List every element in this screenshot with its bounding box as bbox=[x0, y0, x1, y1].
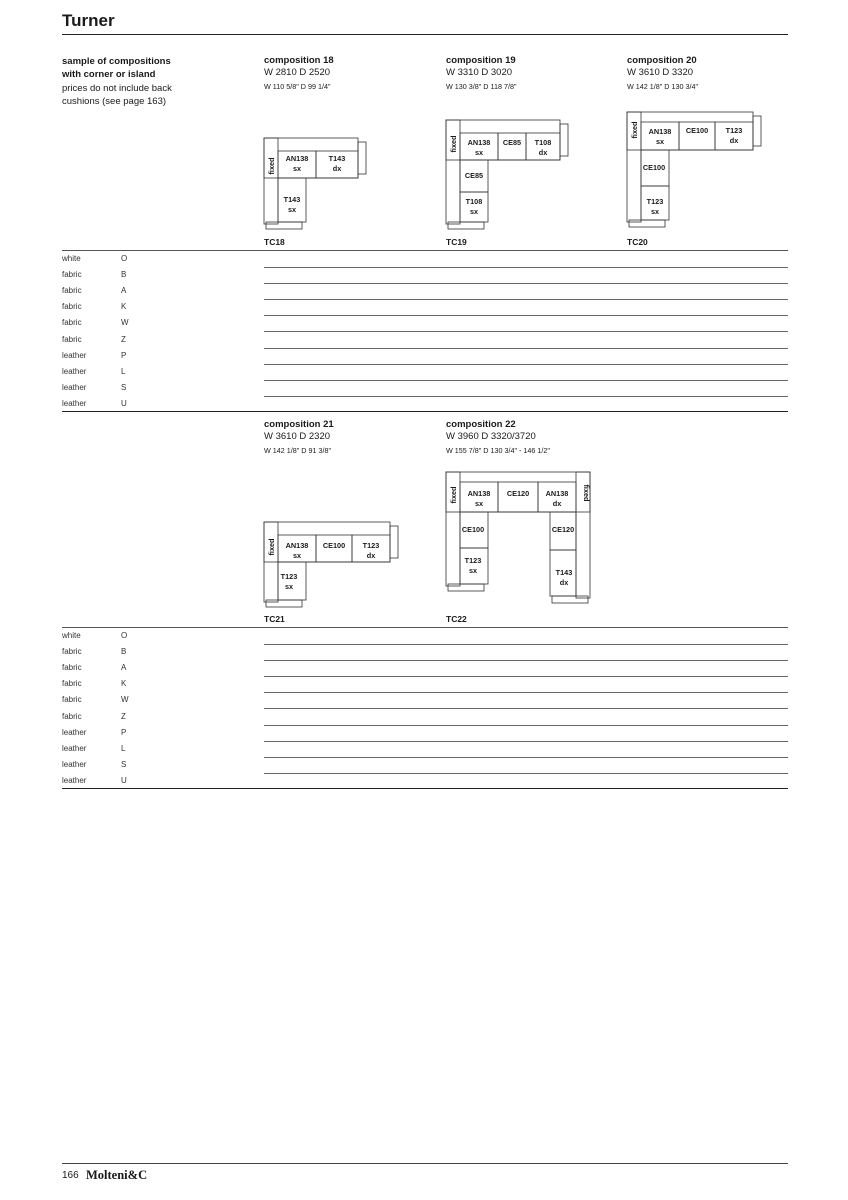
module-label: fixed bbox=[630, 121, 639, 139]
module-label: dx bbox=[332, 164, 342, 173]
module-label: CE100 bbox=[461, 525, 485, 534]
module-label: sx bbox=[292, 164, 302, 173]
composition-20-diagram bbox=[625, 110, 765, 232]
price-row-code: U bbox=[121, 398, 127, 408]
composition-18-header bbox=[264, 55, 434, 93]
section-divider bbox=[62, 627, 788, 628]
composition-20-header bbox=[627, 55, 797, 93]
module-label: CE100 bbox=[322, 541, 346, 550]
armrest-outline bbox=[560, 124, 568, 156]
price-row-material: fabric bbox=[62, 663, 82, 673]
price-line bbox=[264, 396, 788, 397]
composition-dimensions-imperial: W 110 5/8" D 99 1/4" bbox=[264, 81, 331, 91]
price-row-material: fabric bbox=[62, 286, 82, 296]
composition-dimensions-metric: W 3610 D 3320 bbox=[627, 67, 694, 79]
composition-21-header bbox=[264, 419, 434, 457]
module-label: sx bbox=[292, 551, 302, 560]
module-label: AN138 bbox=[285, 541, 309, 550]
page-title: Turner bbox=[62, 11, 115, 30]
module-label: fixed bbox=[267, 157, 276, 175]
price-row-material: fabric bbox=[62, 270, 82, 280]
price-row-material: leather bbox=[62, 775, 87, 785]
composition-code: TC22 bbox=[446, 614, 467, 624]
price-row-material: leather bbox=[62, 366, 87, 376]
module-label: T143 bbox=[283, 195, 301, 204]
front-armrest-outline bbox=[629, 220, 665, 227]
composition-dimensions-imperial: W 130 3/8" D 118 7/8" bbox=[446, 81, 517, 91]
module-label: dx bbox=[538, 148, 548, 157]
side-back-outline bbox=[264, 138, 278, 224]
armrest-outline bbox=[753, 116, 761, 146]
composition-name: composition 22 bbox=[446, 419, 516, 430]
price-row-code: W bbox=[121, 695, 129, 705]
brand-logo: Molteni&C bbox=[86, 1168, 148, 1182]
module-label: AN138 bbox=[467, 489, 491, 498]
price-row-code: O bbox=[121, 631, 128, 640]
price-row-material: leather bbox=[62, 743, 87, 753]
price-line bbox=[264, 331, 788, 332]
composition-dimensions-metric: W 3610 D 2320 bbox=[264, 431, 331, 443]
module-label: fixed bbox=[449, 135, 458, 153]
price-line bbox=[264, 267, 788, 268]
module-label: sx bbox=[650, 207, 660, 216]
section-divider bbox=[62, 250, 788, 251]
price-line bbox=[264, 741, 788, 742]
module-label: AN138 bbox=[648, 127, 672, 136]
module-label: sx bbox=[474, 148, 484, 157]
price-row-material: leather bbox=[62, 727, 87, 737]
module-label: T123 bbox=[646, 197, 664, 206]
intro-note-line-2: cushions (see page 163) bbox=[62, 95, 167, 107]
price-row-code: B bbox=[121, 270, 127, 280]
module-label: CE85 bbox=[464, 171, 484, 180]
price-row-code: Z bbox=[121, 334, 126, 344]
price-line bbox=[264, 692, 788, 693]
front-armrest-outline bbox=[448, 584, 484, 591]
price-row-code: O bbox=[121, 254, 128, 263]
composition-code: TC20 bbox=[627, 237, 648, 247]
price-line bbox=[264, 773, 788, 774]
price-row-material: fabric bbox=[62, 695, 82, 705]
module-label: T123 bbox=[280, 572, 298, 581]
module-label: dx bbox=[559, 578, 569, 587]
module-label: fixed bbox=[267, 538, 276, 556]
module-label: CE100 bbox=[642, 163, 666, 172]
module-label: sx bbox=[474, 499, 484, 508]
price-line bbox=[264, 644, 788, 645]
price-row-code: L bbox=[121, 366, 126, 376]
composition-name: composition 19 bbox=[446, 55, 516, 66]
module-label: sx bbox=[468, 566, 478, 575]
price-row-code: A bbox=[121, 663, 127, 673]
module-label: fixed bbox=[449, 486, 458, 504]
price-row-code: K bbox=[121, 302, 127, 312]
price-row-code: U bbox=[121, 775, 127, 785]
front-armrest-outline bbox=[266, 600, 302, 607]
module-label: sx bbox=[284, 582, 294, 591]
section-divider bbox=[62, 788, 788, 789]
module-label: fixed bbox=[582, 484, 591, 502]
module-outline bbox=[278, 562, 306, 600]
price-line bbox=[264, 708, 788, 709]
price-line bbox=[264, 380, 788, 381]
price-row-material: leather bbox=[62, 350, 87, 360]
composition-22-diagram bbox=[444, 470, 594, 610]
front-armrest-outline bbox=[266, 222, 302, 229]
module-label: T123 bbox=[362, 541, 380, 550]
price-row-material: white bbox=[62, 631, 81, 640]
price-line bbox=[264, 757, 788, 758]
module-label: AN138 bbox=[467, 138, 491, 147]
composition-name: composition 18 bbox=[264, 55, 334, 66]
composition-22-header bbox=[446, 419, 646, 457]
composition-19-header bbox=[446, 55, 616, 93]
price-line bbox=[264, 315, 788, 316]
price-row-code: A bbox=[121, 286, 127, 296]
intro-heading-line-2: with corner or island bbox=[62, 69, 156, 81]
module-label: T123 bbox=[464, 556, 482, 565]
price-row-material: fabric bbox=[62, 711, 82, 721]
price-line bbox=[264, 725, 788, 726]
price-row-code: B bbox=[121, 647, 127, 657]
front-armrest-outline bbox=[448, 222, 484, 229]
module-label: T108 bbox=[465, 197, 483, 206]
composition-dimensions-imperial: W 142 1/8" D 91 3/8" bbox=[264, 445, 332, 455]
price-row-code: Z bbox=[121, 711, 126, 721]
price-row-material: leather bbox=[62, 398, 87, 408]
module-label: dx bbox=[729, 136, 739, 145]
price-line bbox=[264, 283, 788, 284]
price-row-material: fabric bbox=[62, 302, 82, 312]
price-row-code: P bbox=[121, 350, 127, 360]
front-armrest-outline bbox=[552, 596, 588, 603]
price-row-code: P bbox=[121, 727, 127, 737]
module-label: dx bbox=[552, 499, 562, 508]
composition-dimensions-imperial: W 142 1/8" D 130 3/4" bbox=[627, 81, 699, 91]
page-number: 166 bbox=[62, 1170, 79, 1181]
module-label: CE100 bbox=[685, 126, 709, 135]
price-row-material: fabric bbox=[62, 679, 82, 689]
composition-dimensions-metric: W 3310 D 3020 bbox=[446, 67, 513, 79]
price-row-code: S bbox=[121, 759, 127, 769]
price-row-code: K bbox=[121, 679, 127, 689]
composition-code: TC18 bbox=[264, 237, 285, 247]
section-divider bbox=[62, 411, 788, 412]
module-label: T108 bbox=[534, 138, 552, 147]
price-line bbox=[264, 676, 788, 677]
price-row-material: fabric bbox=[62, 647, 82, 657]
price-row-code: S bbox=[121, 382, 127, 392]
composition-19-diagram bbox=[444, 118, 572, 232]
composition-dimensions-metric: W 3960 D 3320/3720 bbox=[446, 431, 536, 443]
module-label: CE120 bbox=[551, 525, 575, 534]
module-label: sx bbox=[469, 207, 479, 216]
price-row-material: leather bbox=[62, 382, 87, 392]
composition-18-diagram bbox=[262, 136, 374, 232]
price-line bbox=[264, 660, 788, 661]
composition-dimensions-metric: W 2810 D 2520 bbox=[264, 67, 331, 79]
price-line bbox=[264, 364, 788, 365]
armrest-outline bbox=[358, 142, 366, 174]
module-label: T143 bbox=[555, 568, 573, 577]
composition-code: TC19 bbox=[446, 237, 467, 247]
title-divider bbox=[62, 34, 788, 35]
module-label: T143 bbox=[328, 154, 346, 163]
composition-21-diagram bbox=[262, 520, 404, 610]
module-label: CE120 bbox=[506, 489, 530, 498]
price-row-material: leather bbox=[62, 759, 87, 769]
module-label: dx bbox=[366, 551, 376, 560]
price-line bbox=[264, 348, 788, 349]
composition-code: TC21 bbox=[264, 614, 285, 624]
price-row-code: W bbox=[121, 318, 129, 328]
footer-divider bbox=[62, 1163, 788, 1164]
price-row-code: L bbox=[121, 743, 126, 753]
module-label: CE85 bbox=[502, 138, 522, 147]
price-line bbox=[264, 299, 788, 300]
price-row-material: fabric bbox=[62, 334, 82, 344]
module-label: sx bbox=[655, 137, 665, 146]
module-label: sx bbox=[287, 205, 297, 214]
price-row-material: fabric bbox=[62, 318, 82, 328]
armrest-outline bbox=[390, 526, 398, 558]
composition-name: composition 20 bbox=[627, 55, 697, 66]
intro-heading-line-1: sample of compositions bbox=[62, 56, 171, 67]
module-label: AN138 bbox=[285, 154, 309, 163]
intro-text bbox=[62, 55, 242, 108]
module-label: AN138 bbox=[545, 489, 569, 498]
price-row-material: white bbox=[62, 254, 81, 263]
intro-note-line-1: prices do not include back bbox=[62, 82, 172, 94]
module-label: T123 bbox=[725, 126, 743, 135]
composition-dimensions-imperial: W 155 7/8" D 130 3/4" - 146 1/2" bbox=[446, 445, 550, 455]
composition-name: composition 21 bbox=[264, 419, 334, 430]
